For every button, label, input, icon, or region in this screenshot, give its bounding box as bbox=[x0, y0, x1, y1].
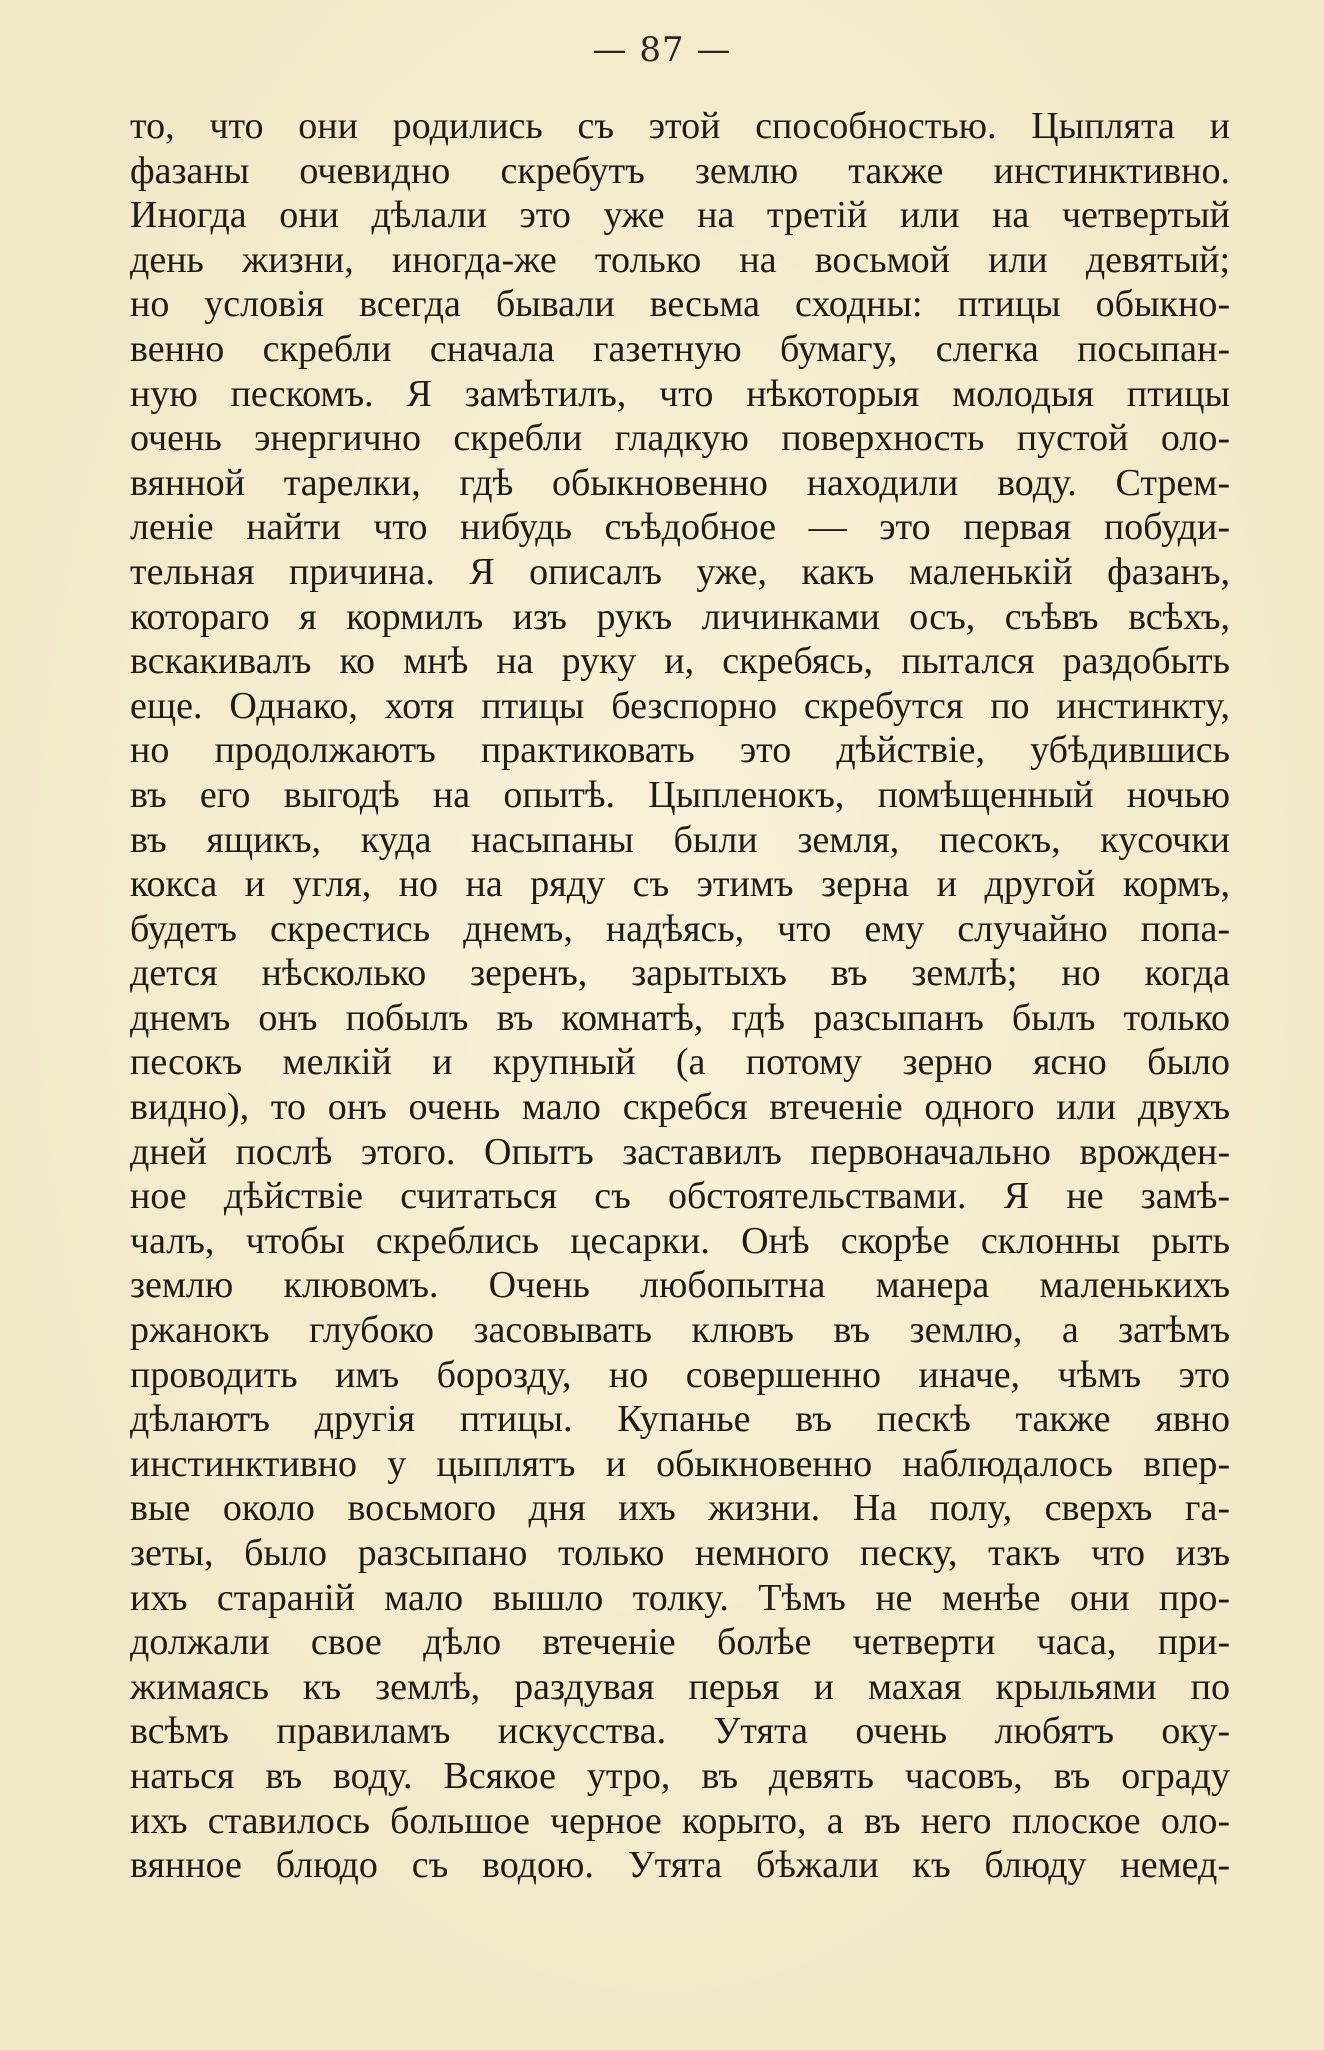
text-line: очень энергично скребли гладкую поверхность пустой оло- bbox=[130, 417, 1230, 460]
text-line: ное дѣйствіе считаться съ обстоятельствами. Я не замѣ- bbox=[130, 1175, 1230, 1218]
text-line: наться въ воду. Всякое утро, въ девять часовъ, въ ограду bbox=[130, 1754, 1230, 1797]
text-line: но условія всегда бывали весьма сходны: птицы обыкно- bbox=[130, 283, 1230, 326]
text-line: вые около восьмого дня ихъ жизни. На полу, сверхъ га- bbox=[130, 1487, 1230, 1530]
text-line: дется нѣсколько зеренъ, зарытыхъ въ землѣ; но когда bbox=[130, 952, 1230, 995]
body-text bbox=[130, 104, 1230, 1888]
text-line: леніе найти что нибудь съѣдобное — это первая побуди- bbox=[130, 506, 1230, 549]
text-line: вянной тарелки, гдѣ обыкновенно находили воду. Стрем- bbox=[130, 461, 1230, 504]
text-line: ихъ стараній мало вышло толку. Тѣмъ не менѣе они про- bbox=[130, 1576, 1230, 1619]
text-line: вянное блюдо съ водою. Утята бѣжали къ блюду немед- bbox=[130, 1844, 1230, 1887]
text-line: жимаясь къ землѣ, раздувая перья и махая крыльями по bbox=[130, 1665, 1230, 1708]
page-number: — 87 — bbox=[592, 30, 732, 70]
text-line: ржанокъ глубоко засовывать клювъ въ землю, а затѣмъ bbox=[130, 1309, 1230, 1352]
text-line: въ ящикъ, куда насыпаны были земля, песокъ, кусочки bbox=[130, 818, 1230, 861]
text-line: землю клювомъ. Очень любопытна манера маленькихъ bbox=[130, 1264, 1230, 1307]
text-line: будетъ скрестись днемъ, надѣясь, что ему случайно попа- bbox=[130, 907, 1230, 950]
text-line: всѣмъ правиламъ искусства. Утята очень любятъ оку- bbox=[130, 1710, 1230, 1753]
text-line: ную пескомъ. Я замѣтилъ, что нѣкоторыя молодыя птицы bbox=[130, 372, 1230, 415]
text-line: дѣлаютъ другія птицы. Купанье въ пескѣ также явно bbox=[130, 1398, 1230, 1441]
text-line: зеты, было разсыпано только немного песку, такъ что изъ bbox=[130, 1532, 1230, 1574]
text-line: котораго я кормилъ изъ рукъ личинками осъ, съѣвъ всѣхъ, bbox=[130, 595, 1230, 638]
text-line: но продолжаютъ практиковать это дѣйствіе, убѣдившись bbox=[130, 729, 1230, 772]
text-line: въ его выгодѣ на опытѣ. Цыпленокъ, помѣщенный ночью bbox=[130, 773, 1230, 816]
text-line: вскакивалъ ко мнѣ на руку и, скребясь, пытался раздобыть bbox=[130, 640, 1230, 683]
text-line: днемъ онъ побылъ въ комнатѣ, гдѣ разсыпанъ былъ только bbox=[130, 996, 1230, 1039]
text-line: ихъ ставилось большое черное корыто, а въ него плоское оло- bbox=[130, 1799, 1230, 1842]
text-line: день жизни, иногда-же только на восьмой или девятый; bbox=[130, 238, 1230, 281]
text-line: инстинктивно у цыплятъ и обыкновенно наблюдалось впер- bbox=[130, 1442, 1230, 1485]
text-line: проводить имъ борозду, но совершенно иначе, чѣмъ это bbox=[130, 1353, 1230, 1396]
text-line: чалъ, чтобы скреблись цесарки. Онѣ скорѣе склонны рыть bbox=[130, 1219, 1230, 1262]
text-line: должали свое дѣло втеченіе болѣе четверти часа, при- bbox=[130, 1621, 1230, 1664]
text-line: видно), то онъ очень мало скребся втеченіе одного или двухъ bbox=[130, 1086, 1230, 1129]
text-line: венно скребли сначала газетную бумагу, слегка посыпан- bbox=[130, 327, 1230, 370]
text-line: еще. Однако, хотя птицы безспорно скребутся по инстинкту, bbox=[130, 684, 1230, 727]
text-line: фазаны очевидно скребутъ землю также инстинктивно. bbox=[130, 149, 1230, 192]
text-line: Иногда они дѣлали это уже на третій или на четвертый bbox=[130, 194, 1230, 237]
text-line: то, что они родились съ этой способностью. Цыплята и bbox=[130, 105, 1230, 147]
text-line: дней послѣ этого. Опытъ заставилъ первоначально врожден- bbox=[130, 1130, 1230, 1173]
text-line: кокса и угля, но на ряду съ этимъ зерна и другой кормъ, bbox=[130, 863, 1230, 906]
text-line: тельная причина. Я описалъ уже, какъ маленькій фазанъ, bbox=[130, 550, 1230, 593]
text-line: песокъ мелкій и крупный (а потому зерно ясно было bbox=[130, 1041, 1230, 1084]
